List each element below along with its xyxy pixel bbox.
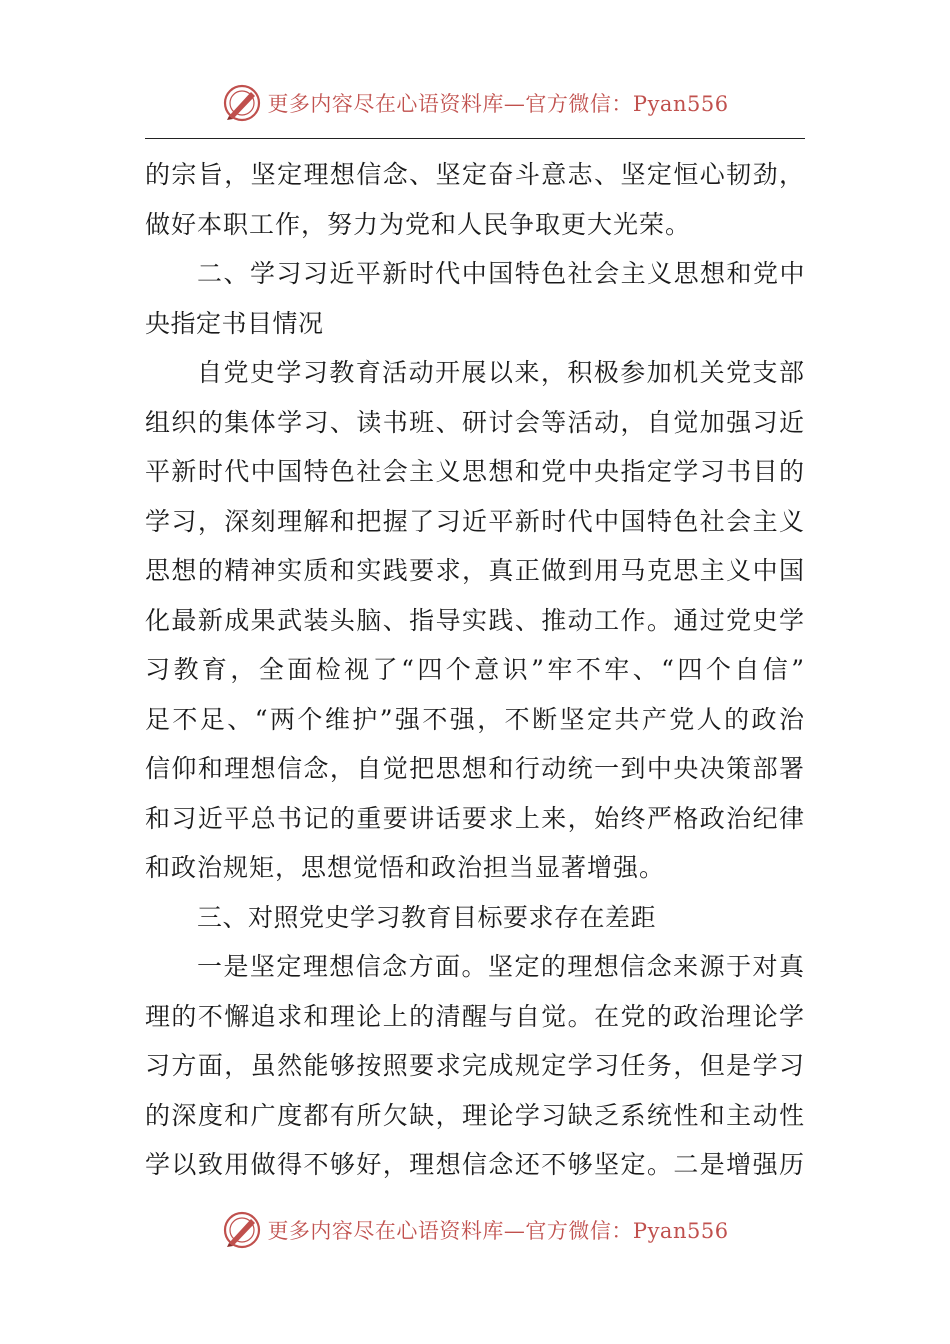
paragraph-line: 化最新成果武装头脑、指导实践、推动工作。通过党史学 bbox=[145, 605, 805, 635]
pen-logo-icon bbox=[221, 1209, 263, 1251]
paragraph-line: 信仰和理想信念，自觉把思想和行动统一到中央决策部署 bbox=[145, 754, 805, 783]
paragraph-line: 思想的精神实质和实践要求，真正做到用马克思主义中国 bbox=[145, 556, 805, 585]
paragraph-line: 学以致用做得不够好，理想信念还不够坚定。二是增强历 bbox=[145, 1150, 805, 1179]
paragraph-line: 一是坚定理想信念方面。坚定的理想信念来源于对真 bbox=[197, 952, 805, 981]
section-heading-line: 二、学习习近平新时代中国特色社会主义思想和党中 bbox=[197, 259, 805, 288]
paragraph-line: 的深度和广度都有所欠缺，理论学习缺乏系统性和主动性 bbox=[145, 1100, 805, 1130]
footer-banner-text: 更多内容尽在心语资料库—官方微信：Pyan556 bbox=[267, 1219, 729, 1243]
paragraph-line: 和习近平总书记的重要讲话要求上来，始终严格政治纪律 bbox=[145, 803, 805, 833]
paragraph-line: 组织的集体学习、读书班、研讨会等活动，自觉加强习近 bbox=[145, 407, 805, 437]
paragraph-line: 和政治规矩，思想觉悟和政治担当显著增强。 bbox=[145, 853, 666, 882]
paragraph-line: 习教育，全面检视了“四个意识”牢不牢、“四个自信” bbox=[145, 655, 805, 684]
header-divider bbox=[145, 138, 805, 139]
paragraph-line: 足不足、“两个维护”强不强，不断坚定共产党人的政治 bbox=[145, 704, 805, 734]
paragraph-line: 做好本职工作，努力为党和人民争取更大光荣。 bbox=[145, 209, 692, 239]
paragraph-line: 的宗旨，坚定理想信念、坚定奋斗意志、坚定恒心韧劲， bbox=[145, 160, 805, 189]
pen-logo-icon bbox=[221, 82, 263, 124]
document-body bbox=[145, 150, 805, 1190]
section-heading-line: 央指定书目情况 bbox=[145, 308, 324, 338]
header-banner bbox=[0, 78, 950, 128]
paragraph-line: 自党史学习教育活动开展以来，积极参加机关党支部 bbox=[197, 358, 805, 387]
footer-banner bbox=[0, 1205, 950, 1255]
paragraph-line: 平新时代中国特色社会主义思想和党中央指定学习书目的 bbox=[145, 457, 805, 486]
section-heading-line: 三、对照党史学习教育目标要求存在差距 bbox=[197, 902, 657, 932]
paragraph-line: 理的不懈追求和理论上的清醒与自觉。在党的政治理论学 bbox=[145, 1001, 805, 1031]
paragraph-line: 习方面，虽然能够按照要求完成规定学习任务，但是学习 bbox=[145, 1051, 805, 1080]
paragraph-line: 学习，深刻理解和把握了习近平新时代中国特色社会主义 bbox=[145, 506, 805, 536]
header-banner-text: 更多内容尽在心语资料库—官方微信：Pyan556 bbox=[267, 92, 729, 116]
